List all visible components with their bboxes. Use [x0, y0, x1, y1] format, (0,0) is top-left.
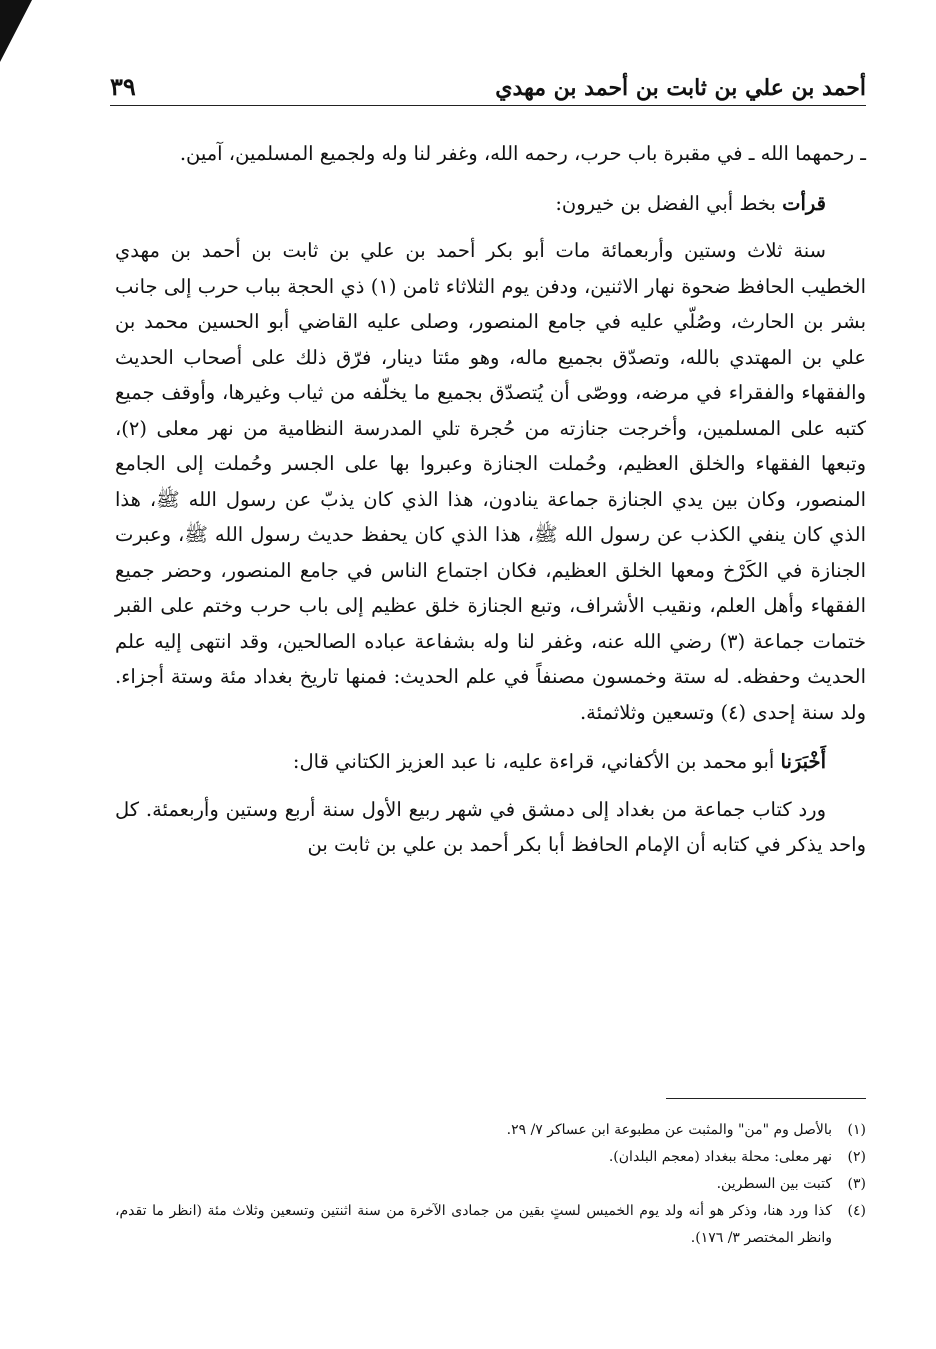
footnote-2	[115, 1144, 866, 1171]
page-corner-mark	[0, 0, 32, 62]
paragraph-4	[115, 744, 866, 780]
footnote-4	[115, 1198, 866, 1252]
footnote-1	[115, 1117, 866, 1144]
paragraph-4-text: أبو محمد بن الأكفاني، قراءة عليه، نا عبد العزيز الكتاني قال:	[292, 750, 781, 773]
footnote-number: (٣)	[847, 1176, 866, 1192]
footnote-3	[115, 1171, 866, 1198]
footnote-text: بالأصل وم "من" والمثبت عن مطبوعة ابن عساكر ٧/ ٢٩.	[506, 1122, 832, 1138]
footnote-text: كذا ورد هنا، وذكر هو أنه ولد يوم الخميس لستٍ بقين من جمادى الآخرة من سنة اثنتين وتسعين وثلاث مئة (انظر ما تقدم، وانظر المختصر ٣/ ١٧٦).	[115, 1203, 832, 1246]
running-title: أحمد بن علي بن ثابت بن أحمد بن مهدي	[495, 75, 866, 101]
paragraph-4-lead-word: أَخْبَرَنا	[780, 750, 826, 773]
page-number: ٣٩	[110, 72, 136, 101]
footnote-separator	[666, 1098, 866, 1099]
paragraph-5: ورد كتاب جماعة من بغداد إلى دمشق في شهر ربيع الأول سنة أربع وستين وأربعمئة. كل واحد يذكر في كتابه أن الإمام الحافظ أبا بكر أحمد بن علي بن ثابت بن	[115, 797, 866, 856]
paragraph-2-text: بخط أبي الفضل بن خيرون:	[555, 191, 783, 215]
footnote-number: (٢)	[847, 1149, 866, 1165]
paragraph-2	[115, 186, 866, 222]
footnote-number: (٤)	[847, 1203, 866, 1219]
page-header	[110, 66, 866, 106]
paragraph-1: ـ رحمهما الله ـ في مقبرة باب حرب، رحمه الله، وغفر لنا وله ولجميع المسلمين، آمين.	[179, 142, 866, 165]
footnote-number: (١)	[847, 1122, 866, 1138]
main-text	[115, 136, 866, 863]
footnote-text: نهر معلى: محلة ببغداد (معجم البلدان).	[608, 1149, 832, 1165]
footnote-text: كتبت بين السطرين.	[716, 1176, 832, 1192]
paragraph-3: سنة ثلاث وستين وأربعمائة مات أبو بكر أحمد بن علي بن ثابت بن أحمد بن مهدي الخطيب الحافظ ضحوة نهار الاثنين، ودفن يوم الثلاثاء ثامن (١) ذي الحجة بباب حرب إلى جانب بشر بن الحارث، وصُلّي عليه في جامع المنصور، وصلى عليه القاضي أبو الحسين محمد بن علي بن المهتدي بالله، وتصدّق بجميع ماله، وهو مئتا دينار، فرّق ذلك على أصحاب الحديث والفقهاء والفقراء في مرضه، ووصّى أن يُتصدّق بجميع ما يخلّفه من ثياب وغيرها، وأوقف جميع كتبه على المسلمين، وأخرجت جنازته من حُجرة تلي المدرسة النظامية من نهر معلى (٢)، وتبعها الفقهاء والخلق العظيم، وحُملت الجنازة وعبروا بها على الجسر وحُملت إلى الجامع المنصور، وكان بين يدي الجنازة جماعة ينادون، هذا الذي كان يذبّ عن رسول الله ﷺ، هذا الذي كان ينفي الكذب عن رسول الله ﷺ، هذا الذي كان يحفظ حديث رسول الله ﷺ، وعبرت الجنازة في الكَرْخ ومعها الخلق العظيم، فكان اجتماع الناس في جامع المنصور، وحضر جميع الفقهاء وأهل العلم، ونقيب الأشراف، وتبع الجنازة خلق عظيم إلى باب حرب وختم على القبر ختمات جماعة (٣) رضي الله عنه، وغفر لنا وله بشفاعة عباده الصالحين، وقد انتهى إليه علم الحديث وحفظه. له ستة وخمسون مصنفاً في علم الحديث: فمنها تاريخ بغداد مئة وستة أجزاء. ولد سنة إحدى (٤) وتسعين وثلاثمئة.	[115, 239, 867, 724]
footnotes	[115, 1098, 866, 1252]
paragraph-2-lead-word: قرأت	[782, 191, 826, 215]
